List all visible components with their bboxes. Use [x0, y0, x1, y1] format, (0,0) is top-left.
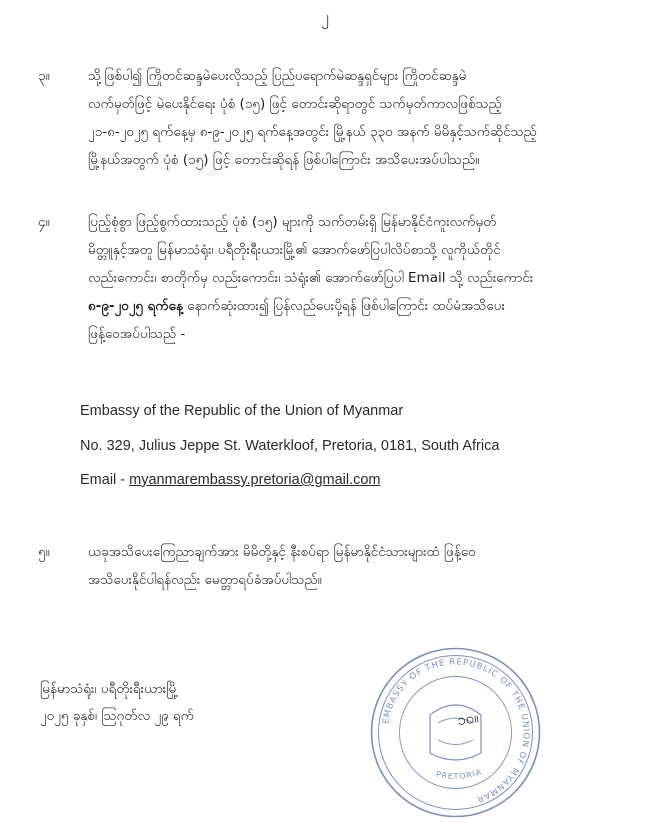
- seal-bottom-text: PRETORIA: [434, 767, 484, 782]
- signature-date: ၂၀၂၅ ခုနှစ်၊ ဩဂုတ်လ ၂၉ ရက်: [40, 708, 194, 724]
- email-label: Email -: [80, 472, 130, 488]
- text-line: မြို့နယ်အတွက် ပုံစံ (၁၅) ဖြင့် တောင်းဆိုရန် ဖြစ်ပါကြောင်း အသိပေးအပ်ပါသည်။: [88, 152, 480, 168]
- paragraph-5: [38, 538, 588, 594]
- seal-inner-ring: [379, 656, 533, 810]
- signature-office: မြန်မာသံရုံး၊ ပရီတိုးရီးယားမြို့: [40, 681, 179, 697]
- text-line: ပြည့်စုံစွာ ဖြည့်စွက်ထားသည့် ပုံစံ (၁၅) များကို သက်တမ်းရှိ မြန်မာနိုင်ငံကူးလက်မှတ်: [88, 214, 497, 230]
- paragraph-3: [38, 62, 588, 174]
- paragraph-4: [38, 208, 588, 348]
- text-line: ယခုအသိပေးကြေညာချက်အား မိမိတို့နှင့် နီးစပ်ရာ မြန်မာနိုင်ငံသားများထံ ဖြန့်ဝေ: [88, 544, 476, 560]
- text-line-with-deadline: [88, 292, 588, 320]
- paragraph-number: ၄။: [38, 214, 50, 230]
- embassy-name: Embassy of the Republic of the Union of Myanmar: [80, 403, 404, 419]
- deadline-text: နောက်ဆုံးထား၍ ပြန်လည်ပေးပို့ရန် ဖြစ်ပါကြောင်း ထပ်မံအသိပေး: [182, 298, 505, 314]
- text-line: မိတ္တူနှင့်အတူ မြန်မာသံရုံး၊ ပရီတိုးရီးယားမြို့၏ အောက်ဖော်ပြပါလိပ်စာသို့ လူကိုယ်တိုင်: [88, 242, 501, 258]
- text-line: လည်းကောင်း၊ စာတိုက်မှ လည်းကောင်း၊ သံရုံး၏ အောက်ဖော်ပြပါ Email သို့ လည်းကောင်း: [88, 270, 534, 286]
- deadline-date: ၈-၉-၂၀၂၅ ရက်နေ့: [88, 298, 183, 314]
- embassy-email-line: [80, 472, 381, 488]
- handwritten-signature: ၁၀။: [456, 708, 480, 729]
- text-line: ဖြန့်ဝေအပ်ပါသည် -: [88, 326, 186, 342]
- seal-center-ring: [400, 677, 512, 789]
- text-line: ၂၁-၈-၂၀၂၅ ရက်နေ့မှ ၈-၉-၂၀၂၅ ရက်နေ့အတွင်း မြို့နယ် ၃၃၀ အနက် မိမိနှင့်သက်ဆိုင်သည့်: [88, 124, 537, 140]
- text-line: အသိပေးနိုင်ပါရန်လည်း မေတ္တာရပ်ခံအပ်ပါသည်။: [88, 572, 322, 588]
- signature-block: [40, 676, 194, 730]
- email-link[interactable]: myanmarembassy.pretoria@gmail.com: [129, 472, 381, 488]
- seal-ring-text: EMBASSY OF THE REPUBLIC OF THE UNION OF MYANMAR: [381, 657, 531, 805]
- paragraph-number: ၅။: [38, 544, 50, 560]
- embassy-address: No. 329, Julius Jeppe St. Waterkloof, Pretoria, 0181, South Africa: [80, 438, 500, 454]
- embassy-seal-stamp: [368, 645, 543, 820]
- seal-outer-ring: [372, 649, 540, 817]
- text-line: လက်မှတ်ဖြင့် မဲပေးနိုင်ရေး ပုံစံ (၁၅) ဖြင့် တောင်းဆိုရာတွင် သက်မှတ်ကာလဖြစ်သည့်: [88, 96, 502, 112]
- page-number: ၂: [321, 7, 329, 26]
- paragraph-number: ၃။: [38, 68, 50, 84]
- text-line: သို့ဖြစ်ပါ၍ ကြိုတင်ဆန္ဒမဲပေးလိုသည့် ပြည်ပရောက်မဲဆန္ဒရှင်များ ကြိုတင်ဆန္ဒမဲ: [88, 68, 467, 84]
